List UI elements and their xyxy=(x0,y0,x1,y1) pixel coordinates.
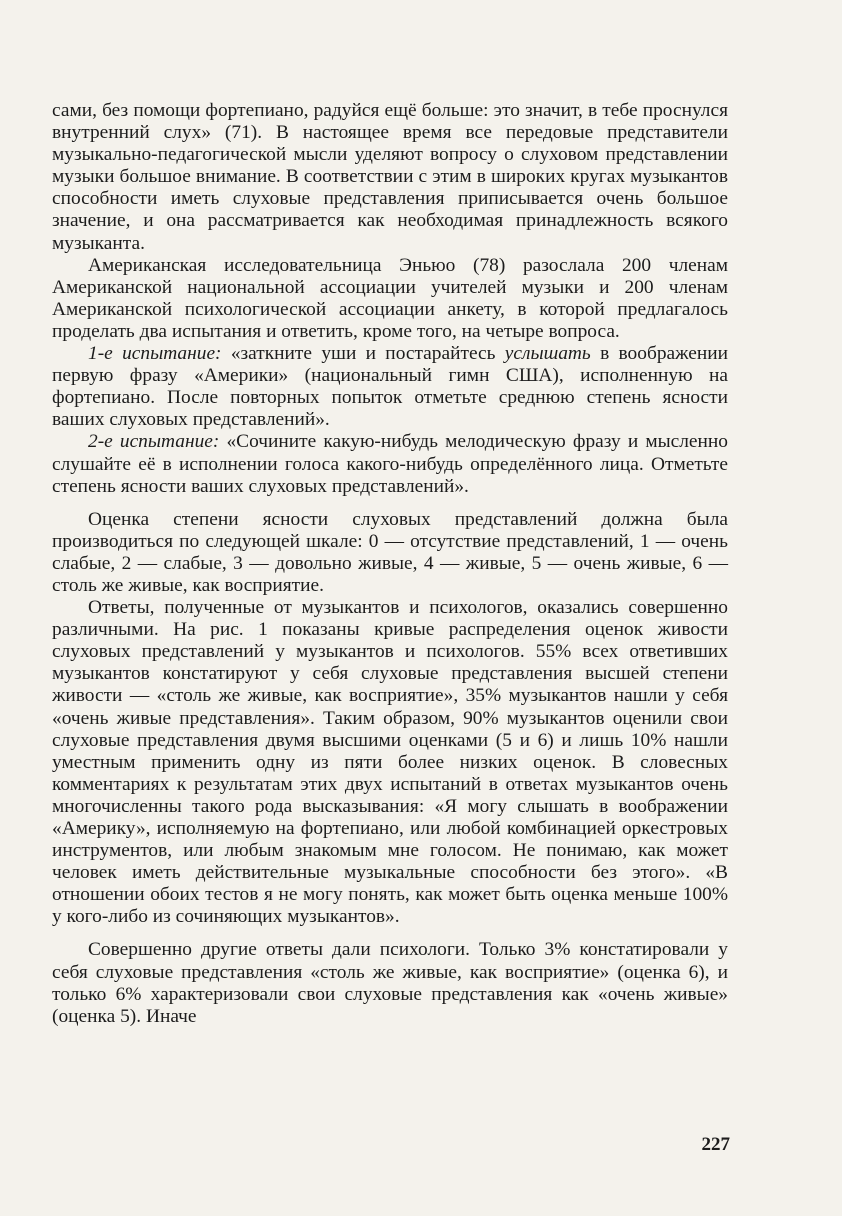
test-1-text: «заткните уши и постарайтесь xyxy=(221,343,505,365)
paragraph-results: Ответы, полученные от музыкантов и психологов, оказались совершенно различными. На рис. 1 показаны кривые распределения оценок живости слуховых представлений у музыкантов и психологов. 55% всех ответивших музыкантов констатируют у себя слуховые представления высшей степени живости — «столь же живые, как восприятие», 35% музыкантов нашли у себя «очень живые представления». Таким образом, 90% музыкантов оценили свои слуховые представления двумя высшими оценками (5 и 6) и лишь 10% нашли уместным применить одну из пяти более низких оценок. В словесных комментариях к результатам этих двух испытаний в ответах музыкантов очень многочисленны такого рода высказывания: «Я могу слышать в воображении «Америку», исполняемую на фортепиано, или любой комбинацией оркестровых инструментов, или любым знакомым мне голосом. Не понимаю, как может человек иметь действительные музыкальные способности без этого». «В отношении обоих тестов я не могу понять, как может быть оценка меньше 100% у кого-либо из сочиняющих музыкантов». xyxy=(52,597,728,928)
test-1-emphasis: услышать xyxy=(504,343,591,365)
paragraph-continuation: сами, без помощи фортепиано, радуйся ещё больше: это значит, в тебе проснулся внутренний слух» (71). В настоящее время все передовые представители музыкально-педагогической мысли уделяют вопросу о слуховом представлении музыки большое внимание. В соответствии с этим в широких кругах музыкантов способности иметь слуховые представления приписывается очень большое значение, и она рассматривается как необходимая принадлежность всякого музыканта. xyxy=(52,100,728,254)
page-number: 227 xyxy=(701,1134,730,1155)
test-1-rest: в воображении первую фразу «Америки» (национальный гимн США), исполненную на фортепиано. После повторных попыток отметьте среднюю степень ясности ваших слуховых представлений». xyxy=(52,343,728,431)
paragraph-scale: Оценка степени ясности слуховых представлений должна была производиться по следующей шкале: 0 — отсутствие представлений, 1 — очень слабые, 2 — слабые, 3 — довольно живые, 4 — живые, 5 — очень живые, 6 — столь же живые, как восприятие. xyxy=(52,508,728,596)
test-2-text: «Сочините какую-нибудь мелодическую фразу и мысленно слушайте её в исполнении голоса какого-нибудь определённого лица. Отметьте степень ясности ваших слуховых представлений». xyxy=(52,431,728,497)
paragraph-survey: Американская исследовательница Эньюо (78) разослала 200 членам Американской национальной ассоциации учителей музыки и 200 членам Американской психологической ассоциации анкету, в которой предлагалось проделать два испытания и ответить, кроме того, на четыре вопроса. xyxy=(52,254,728,342)
body-text xyxy=(52,100,728,1028)
paragraph-psychologists: Совершенно другие ответы дали психологи. Только 3% констатировали у себя слуховые представления «столь же живые, как восприятие» (оценка 6), и только 6% характеризовали свои слуховые представления как «очень живые» (оценка 5). Иначе xyxy=(52,939,728,1027)
test-2-label: 2-е испытание: xyxy=(88,431,220,453)
paragraph-test-1 xyxy=(52,343,728,431)
test-1-label: 1-е испытание: xyxy=(88,343,222,365)
paragraph-test-2 xyxy=(52,431,728,497)
